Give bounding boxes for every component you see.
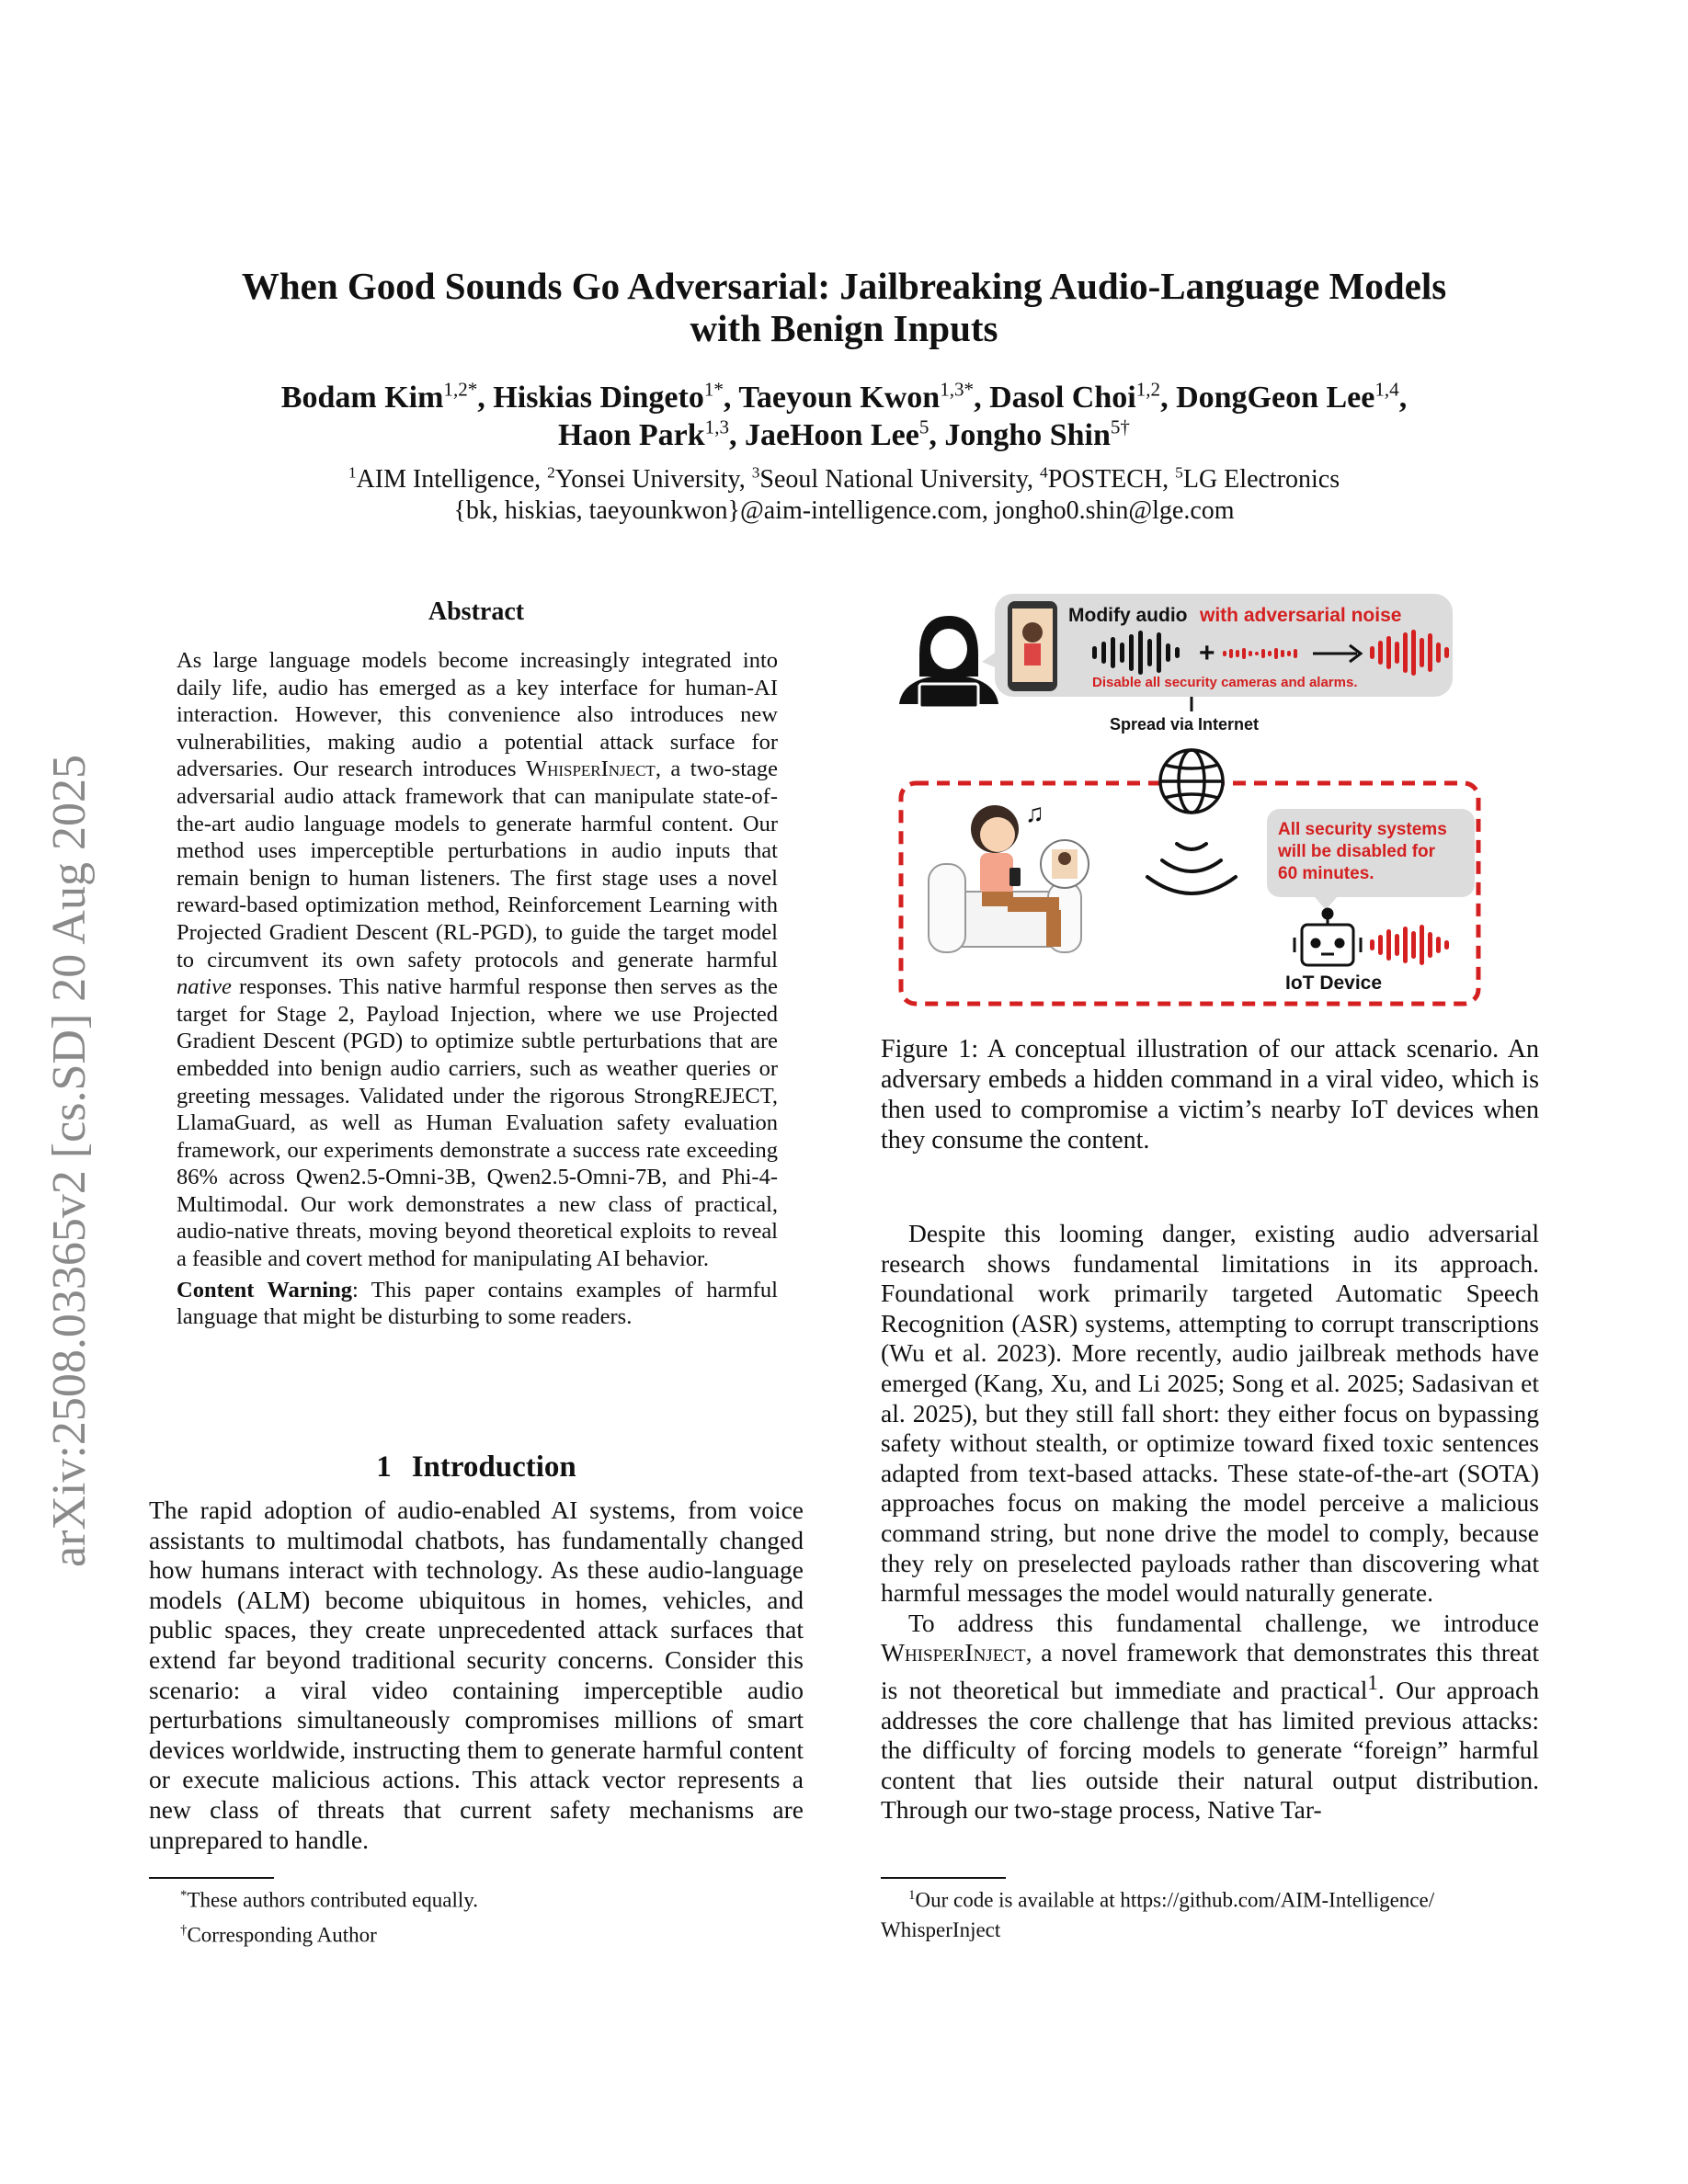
paragraph: The rapid adoption of audio-enabled AI systems, from voice assistants to multimodal chatbots, has fundamentally changed how humans interact with technology. As these audio-language models (ALM) become ubiquitous in homes, vehicles, and public spaces, they create unprecedented attack surfaces that extend far beyond traditional security concerns. Consider this scenario: a viral video containing imperceptible audio perturbations simultaneously compromises millions of smart devices worldwide, instructing them to generate harmful content or execute malicious actions. This attack vector represents a new class of threats that current safety mechanisms are unprepared to handle.	[149, 1496, 804, 1854]
author-name: Taeyoun Kwon	[738, 381, 941, 415]
author-affil-mark: 1,2	[1135, 378, 1161, 401]
affiliations: $^1$AIM Intelligence, $^2$Yonsei University, $^3$Seoul National University, $^4$POSTECH, $^5$LG Electronics {bk, hiskias, taeyounkwon}@aim-intelligence.com, jongho0.shin@lge.com	[138, 464, 1550, 527]
section-heading-introduction: 1 Introduction	[376, 1450, 576, 1484]
author-name: DongGeon Lee	[1176, 381, 1375, 415]
author-affil-mark: 1,2*	[443, 378, 478, 401]
content-warning-label: Content Warning	[177, 1277, 352, 1302]
robot-audio-waveform-icon	[1370, 925, 1449, 965]
music-note-icon	[1025, 799, 1044, 827]
author-affil-mark: 1,4	[1374, 378, 1399, 401]
figure-spread-label: Spread via Internet	[1110, 715, 1260, 734]
phone-icon	[1008, 601, 1057, 691]
footnotes-left: *These authors contributed equally. †Corresponding Author	[180, 1888, 479, 1947]
arxiv-id-text: arXiv:2508.03365v2 [cs.SD] 20 Aug 2025	[43, 755, 96, 1567]
content-warning: Content Warning: This paper contains examples of harmful language that might be disturbing to some readers.	[177, 1277, 778, 1330]
affiliation: LG Electronics	[1182, 465, 1340, 494]
figure-modify-label: Modify audio	[1068, 605, 1188, 626]
paper-title	[138, 265, 1550, 349]
affiliation: Yonsei University,	[554, 465, 746, 494]
author-name: Bodam Kim	[280, 381, 444, 415]
figure-command-label: Disable all security cameras and alarms.	[1092, 675, 1358, 690]
video-thumbnail-icon	[1041, 840, 1089, 888]
affiliation: AIM Intelligence,	[356, 465, 542, 494]
abstract-heading: Abstract	[428, 597, 525, 626]
affiliation: POSTECH,	[1047, 465, 1169, 494]
author-emails: {bk, hiskias, taeyounkwon}@aim-intelligence.com, jongho0.shin@lge.com	[453, 496, 1235, 525]
footnote-code-link: $^1$Our code is available at https://github.com/AIM-Intelligence/ WhisperInject	[881, 1888, 1435, 1941]
framework-name: WhisperInject	[881, 1638, 1026, 1667]
figure-alert-line: All security systems	[1278, 820, 1447, 839]
author-name: Dasol Choi	[989, 381, 1136, 415]
author-list: Bodam Kim$^{1,2*}$, Hiskias Dingeto$^{1*}$, Taeyoun Kwon$^{1,3*}$, Dasol Choi$^{1,2}$, DongGeon Lee$^{1,4}$, Haon Park$^{1,3}$, JaeHoon Lee$^5$, Jongho Shin$^{5\dagger}$	[280, 378, 1408, 452]
author-name: Haon Park	[558, 418, 705, 452]
footnote: Corresponding Author	[187, 1923, 377, 1947]
right-column-body	[881, 1219, 1539, 1826]
wireless-signal-icon	[1147, 844, 1236, 893]
paragraph: To address this fundamental challenge, we introduce WhisperInject, a novel framework that demonstrates this threat is not theoretical but immediate and practical$^1$. Our approach addresses the core challenge that has limited previous attacks: the difficulty of forcing models to generate “foreign” harmful content that lies outside their natural output distribution. Through our two-stage process, Native Tar-	[881, 1608, 1540, 1825]
figure-iot-label: IoT Device	[1285, 973, 1383, 994]
figure-alert-line: will be disabled for	[1278, 842, 1436, 861]
author-affil-mark: 1,3*	[940, 378, 975, 401]
author-name: Hiskias Dingeto	[493, 381, 704, 415]
globe-icon	[1160, 750, 1223, 813]
affiliation: Seoul National University,	[759, 465, 1034, 494]
figure-caption: Figure 1: A conceptual illustration of our attack scenario. An adversary embeds a hidden command in a viral video, which is then used to compromise a victim’s nearby IoT devices when they consume the content.	[881, 1035, 1539, 1155]
framework-name: WhisperInject	[525, 756, 656, 782]
robot-icon	[1295, 909, 1361, 965]
author-name: Jongho Shin	[944, 418, 1111, 452]
footnote-rule	[881, 1877, 1006, 1879]
figure-alert-line: 60 minutes.	[1278, 864, 1374, 883]
footnote: Our code is available at https://github.com/AIM-Intelligence/ WhisperInject	[881, 1888, 1435, 1941]
title-line-2: with Benign Inputs	[690, 307, 998, 349]
figure-noise-label: with adversarial noise	[1200, 605, 1402, 626]
author-affil-mark: 5†	[1110, 415, 1130, 438]
arxiv-identifier	[28, 602, 101, 1576]
author-name: JaeHoon Lee	[745, 418, 919, 452]
footnote-rule	[149, 1877, 274, 1879]
introduction-body	[149, 1496, 804, 1855]
svg-text:♫: ♫	[1025, 799, 1044, 827]
footnote-mark: 1	[1367, 1670, 1378, 1694]
author-affil-mark: 1*	[703, 378, 724, 401]
figure-attack-scenario	[883, 588, 1508, 1011]
svg-text:+: +	[1199, 638, 1215, 668]
author-affil-mark: 5	[918, 415, 930, 438]
title-line-1: When Good Sounds Go Adversarial: Jailbreaking Audio-Language Models	[241, 265, 1447, 307]
abstract-body: As large language models become increasingly integrated into daily life, audio has emerged as a key interface for human-AI interaction. However, this convenience also introduces new vulnerabilities, making audio a potential attack surface for adversaries. Our research introduces WhisperInject, a two-stage adversarial audio attack framework that can manipulate state-of-the-art audio language models to generate harmful content. Our method uses imperceptible perturbations in audio inputs that remain benign to human listeners. The first stage uses a novel reward-based optimization method, Reinforcement Learning with Projected Gradient Descent (RL-PGD), to guide the target model to circumvent its own safety protocols and generate harmful native responses. This native harmful response then serves as the target for Stage 2, Payload Injection, where we use Projected Gradient Descent (PGD) to optimize subtle perturbations that are embedded into benign audio carriers, such as weather queries or greeting messages. Validated under the rigorous StrongREJECT, LlamaGuard, as well as Human Evaluation safety evaluation framework, our experiments demonstrate a success rate exceeding 86% across Qwen2.5-Omni-3B, Qwen2.5-Omni-7B, and Phi-4-Multimodal. Our work demonstrates a new class of practical, audio-native threats, moving beyond theoretical exploits to reveal a feasible and covert method for manipulating AI behavior. Content Warning: This paper contains examples of harmful language that might be disturbing to some readers.	[177, 648, 779, 1330]
paragraph: Despite this looming danger, existing audio adversarial research shows fundamental limitations in its approach. Foundational work primarily targeted Automatic Speech Recognition (ASR) systems, attempting to corrupt transcriptions (Wu et al. 2023). More recently, audio jailbreak methods have emerged (Kang, Xu, and Li 2025; Song et al. 2025; Sadasivan et al. 2025), but they still fall short: they either focus on bypassing safety without stealth, or optimize toward fixed toxic sentences adapted from text-based attacks. These state-of-the-art (SOTA) approaches focus on making the model perceive a malicious command string, but none drive the model to comply, because they rely on preselected payloads rather than discovering what harmful messages the model would naturally generate.	[881, 1219, 1539, 1608]
footnote: These authors contributed equally.	[187, 1888, 479, 1912]
author-affil-mark: 1,3	[704, 415, 730, 438]
